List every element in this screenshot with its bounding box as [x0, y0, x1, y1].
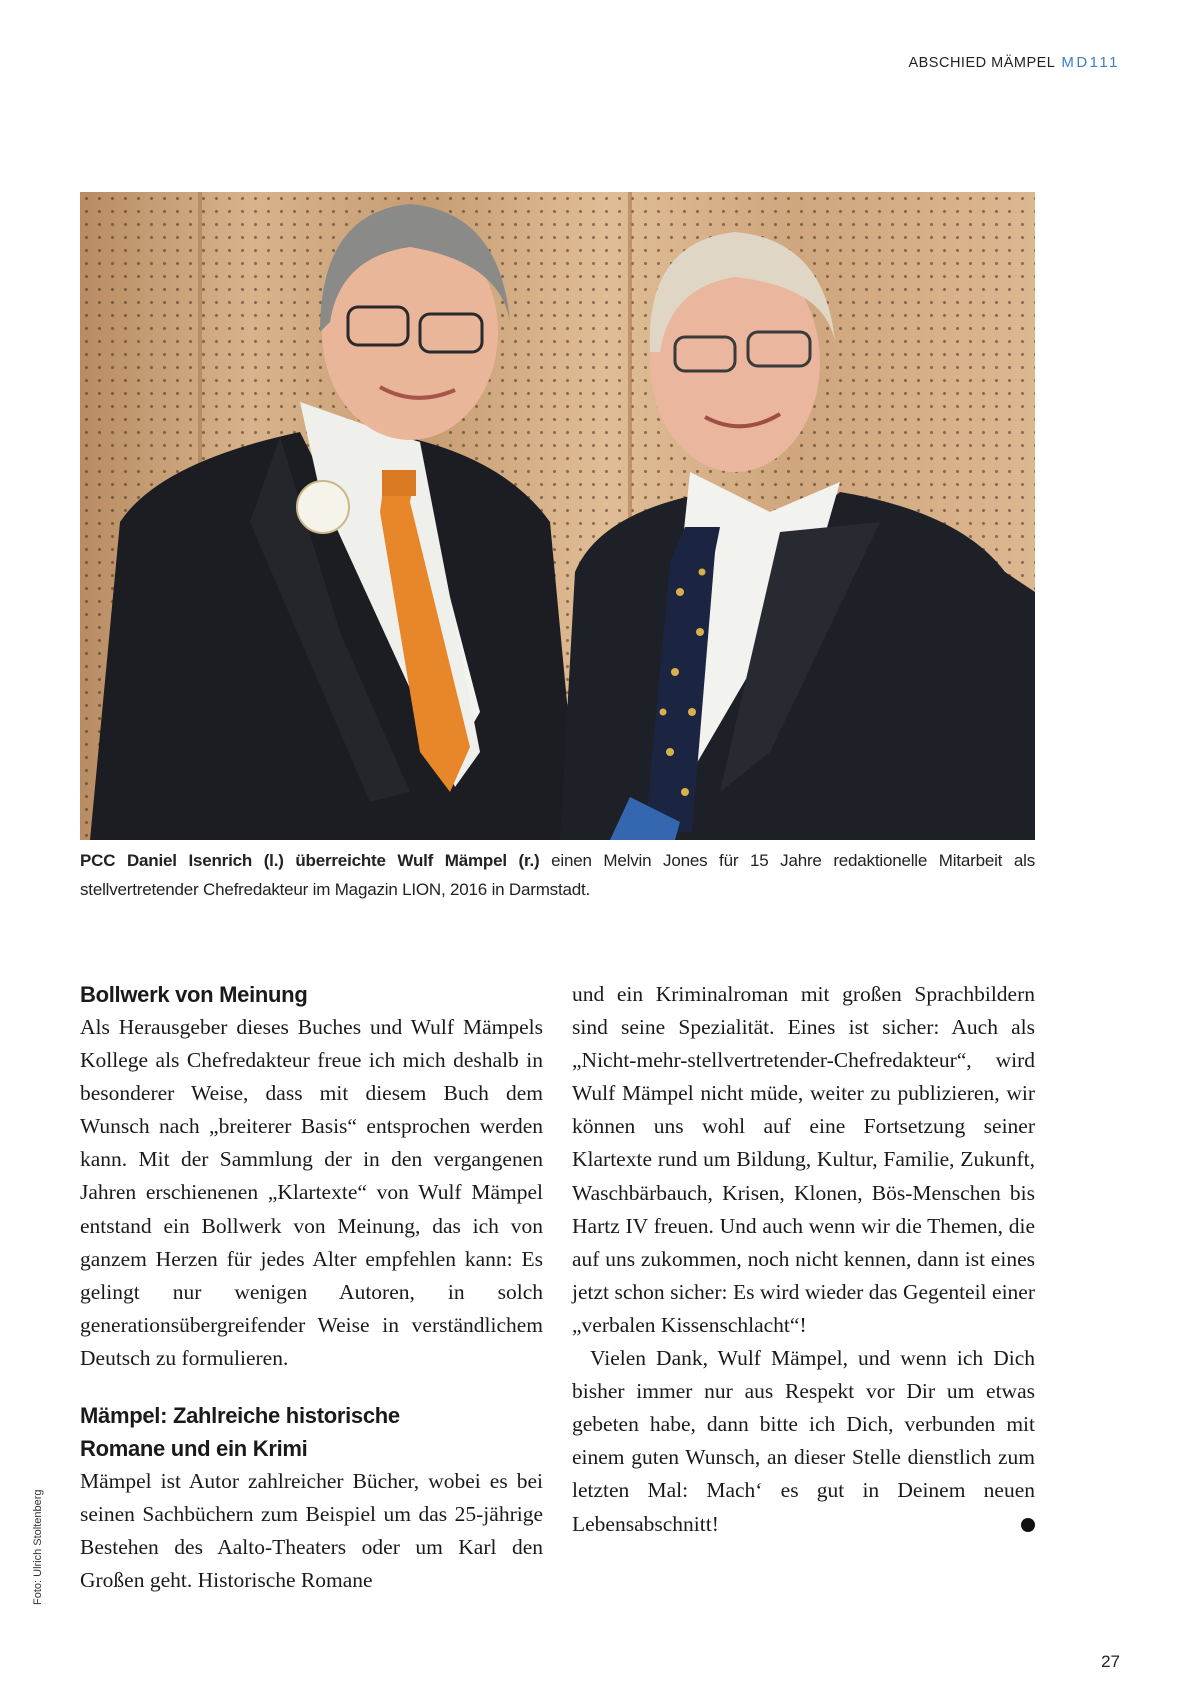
- heading-maempel: [80, 1399, 543, 1465]
- running-header: [908, 54, 1120, 71]
- page-number: 27: [1101, 1652, 1120, 1671]
- right-column: [572, 978, 1046, 1541]
- paragraph-continuation: und ein Kriminalroman mit großen Sprachbildern sind seine Spezialität. Eines ist sicher: Auch als „Nicht-mehr-stellvertretender-Chefredakteur“, wird Wulf Mämpel nicht müde, weiter zu publizieren, wir können uns wohl auf eine Fortsetzung seiner Klartexte rund um Bildung, Kultur, Familie, Zukunft, Waschbärbauch, Krisen, Klonen, Bös-Menschen bis Hartz IV freuen. Und auch wenn wir die Themen, die auf uns zukommen, noch nicht kennen, dann ist eines jetzt schon sicher: Es wird wieder das Gegenteil einer „verbalen Kissenschlacht“!: [572, 982, 1035, 1337]
- paragraph-bollwerk: Als Herausgeber dieses Buches und Wulf Mämpels Kollege als Chefredakteur freue ich mich deshalb in besonderer Weise, dass mit diesem Buch dem Wunsch nach „breiterer Basis“ entsprochen werden kann. Mit der Sammlung der in den vergangenen Jahren erschienenen „Klartexte“ von Wulf Mämpel entstand ein Bollwerk von Meinung, das ich von ganzem Herzen für jedes Alter empfehlen kann: Es gelingt nur wenigen Autoren, in solch generationsübergreifender Weise in verständlichem Deutsch zu formulieren.: [80, 1015, 543, 1370]
- district-code: MD111: [1061, 54, 1120, 71]
- closing-text: Vielen Dank, Wulf Mämpel, und wenn ich Dich bisher immer nur aus Respekt vor Dir um etwas gebeten habe, dann bitte ich Dich, verbunden mit einem guten Wunsch, an dieser Stelle dienstlich zum letzten Mal: Mach‘ es gut in Deinem neuen Lebensabschnitt!: [572, 1346, 1035, 1536]
- caption-text: einen Melvin Jones für 15 Jahre redaktionelle Mitarbeit als stellvertretender Chefredakteur im Magazin LION, 2016 in Darmstadt.: [80, 851, 1035, 899]
- heading-maempel-line2: Romane und ein Krimi: [80, 1436, 308, 1462]
- left-column: [80, 978, 543, 1597]
- paragraph-maempel: Mämpel ist Autor zahlreicher Bücher, wobei es bei seinen Sachbüchern zum Beispiel um das 25-jährige Bestehen des Aalto-Theaters oder um Karl den Großen geht. Historische Romane: [80, 1469, 543, 1593]
- heading-maempel-line1: Mämpel: Zahlreiche historische: [80, 1403, 400, 1429]
- lion-end-mark-icon: L: [1021, 1518, 1035, 1532]
- caption-bold: PCC Daniel Isenrich (l.) überreichte Wulf Mämpel (r.): [80, 851, 540, 870]
- heading-bollwerk: Bollwerk von Meinung: [80, 982, 308, 1007]
- paragraph-closing: [572, 1342, 1046, 1541]
- article-photo: [80, 192, 1035, 840]
- photo-credit: Foto: Ulrich Stoltenberg: [32, 1489, 44, 1605]
- photo-caption: [80, 846, 1035, 904]
- photo-illustration: [80, 192, 1035, 840]
- section-title: ABSCHIED MÄMPEL: [908, 55, 1056, 71]
